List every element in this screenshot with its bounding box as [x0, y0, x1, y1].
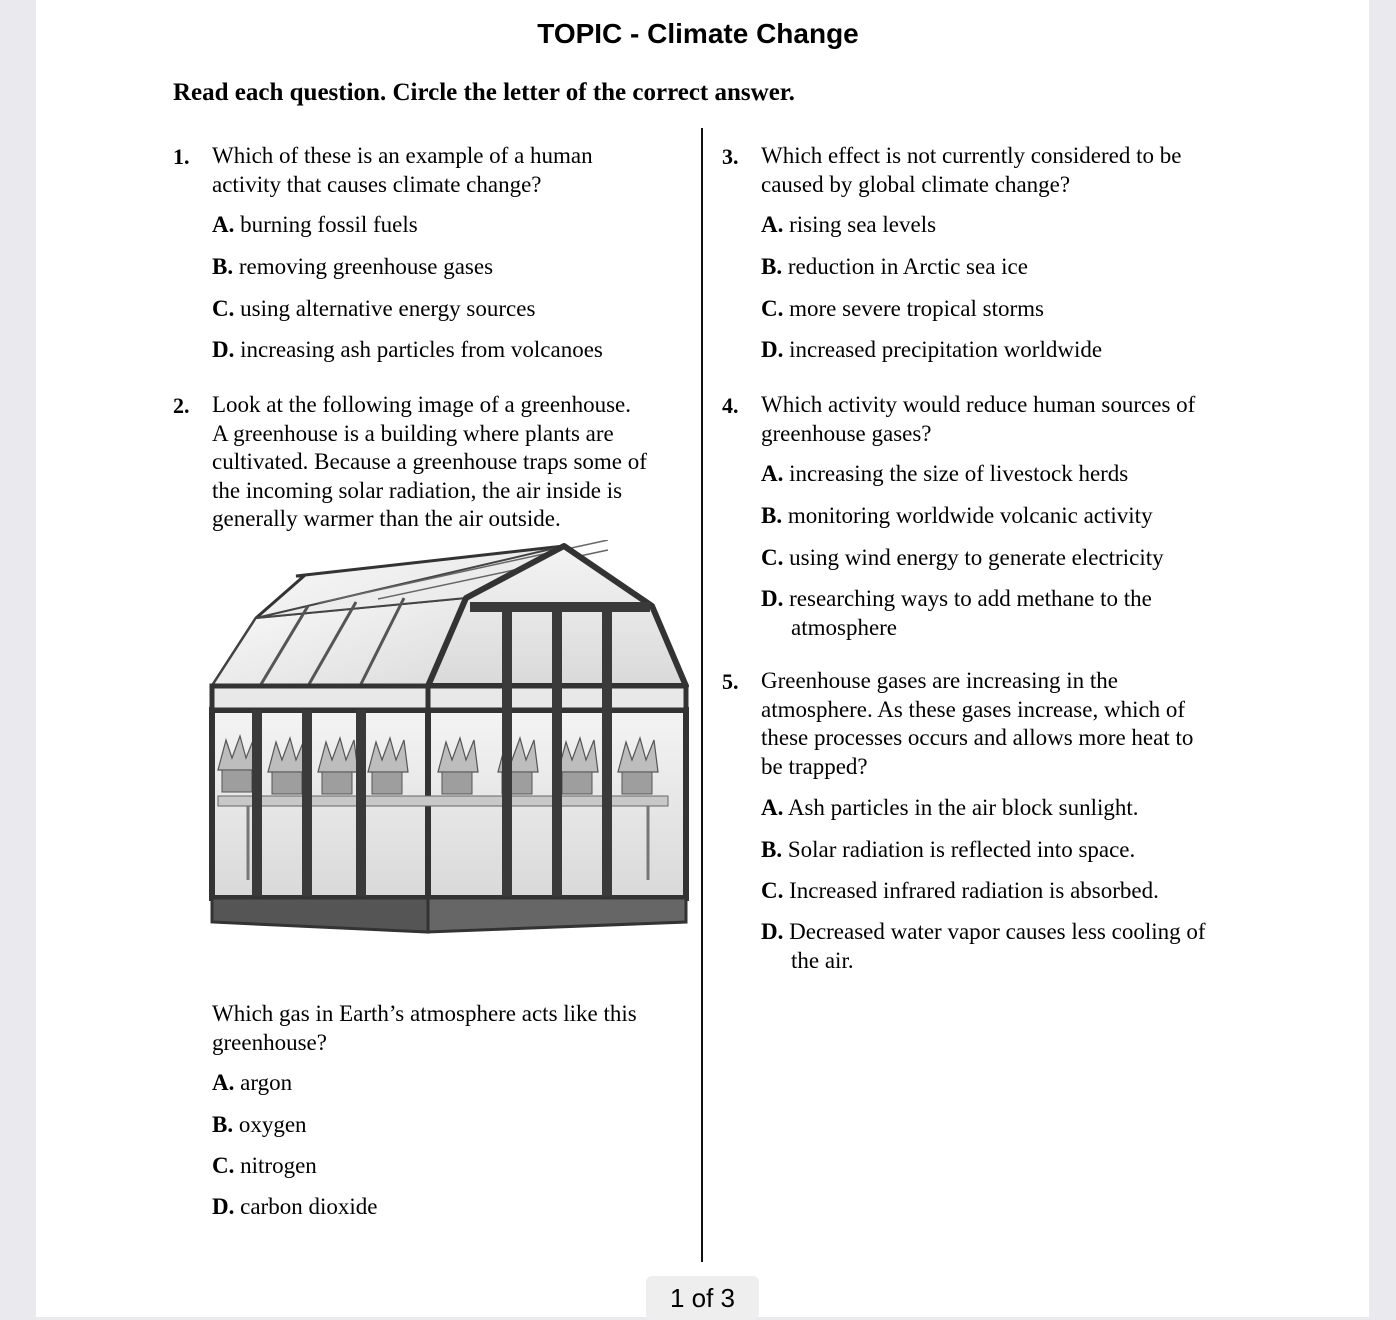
question-2-line: the incoming solar radiation, the air inside is [212, 477, 623, 503]
choice-text: Decreased water vapor causes less cooling of [789, 919, 1206, 944]
q2-choice-d[interactable] [212, 1193, 377, 1222]
choice-letter: C. [761, 296, 784, 321]
q1-choice-c[interactable] [212, 295, 535, 324]
question-2-line: Look at the following image of a greenhouse. [212, 392, 631, 417]
question-1-text [212, 142, 593, 199]
question-2-line: cultivated. Because a greenhouse traps some of [212, 449, 647, 474]
choice-letter: D. [761, 586, 784, 611]
choice-letter: A. [761, 461, 784, 486]
question-5-text [761, 667, 1193, 781]
page-indicator: 1 of 3 [646, 1276, 759, 1320]
greenhouse-illustration [208, 540, 692, 940]
question-1-line: Which of these is an example of a human [212, 143, 593, 168]
q5-choice-d[interactable] [761, 918, 1206, 975]
choice-text: increased precipitation worldwide [789, 337, 1103, 362]
choice-text: reduction in Arctic sea ice [787, 254, 1028, 279]
question-2-line: A greenhouse is a building where plants are [212, 420, 614, 446]
choice-text: using alternative energy sources [240, 296, 536, 321]
page-title: TOPIC - Climate Change [537, 18, 859, 49]
choice-letter: B. [761, 254, 783, 279]
choice-text: using wind energy to generate electricity [789, 545, 1164, 570]
question-1-number: 1. [173, 144, 190, 169]
question-2-followup-line: Which gas in Earth’s atmosphere acts like this [212, 1001, 637, 1026]
choice-text: nitrogen [240, 1153, 317, 1178]
choice-text: Solar radiation is reflected into space. [787, 837, 1136, 862]
choice-letter: B. [761, 503, 783, 528]
question-3-line: caused by global climate change? [761, 171, 1071, 197]
q5-choice-a[interactable] [761, 794, 1139, 823]
choice-letter: B. [761, 837, 783, 862]
question-1-line: activity that causes climate change? [212, 171, 542, 197]
q3-choice-c[interactable] [761, 295, 1044, 324]
choice-text: Increased infrared radiation is absorbed. [789, 878, 1159, 903]
question-2-followup [212, 1000, 637, 1057]
q4-choice-c[interactable] [761, 544, 1164, 573]
choice-text: argon [240, 1070, 293, 1095]
choice-letter: D. [212, 337, 235, 362]
choice-letter: A. [212, 212, 235, 237]
question-2-followup-line: greenhouse? [212, 1029, 327, 1055]
q3-choice-d[interactable] [761, 336, 1102, 365]
q3-choice-a[interactable] [761, 211, 936, 240]
choice-letter: B. [212, 254, 234, 279]
question-2-text [212, 391, 647, 534]
q3-choice-b[interactable] [761, 253, 1028, 282]
q2-choice-c[interactable] [212, 1152, 317, 1181]
q2-choice-b[interactable] [212, 1111, 307, 1140]
choice-letter: C. [212, 1153, 235, 1178]
q1-choice-a[interactable] [212, 211, 418, 240]
question-4-text [761, 391, 1195, 448]
question-3-text [761, 142, 1181, 199]
q2-choice-a[interactable] [212, 1069, 292, 1098]
q5-choice-c[interactable] [761, 877, 1159, 906]
question-4-line: greenhouse gases? [761, 420, 932, 446]
question-5-line: atmosphere. As these gases increase, which of [761, 696, 1186, 722]
question-5-line: these processes occurs and allows more heat to [761, 725, 1194, 750]
choice-text: oxygen [238, 1112, 307, 1137]
question-2-line: generally warmer than the air outside. [212, 506, 561, 531]
question-4-line: Which activity would reduce human sources of [761, 392, 1196, 417]
question-5-number: 5. [722, 669, 739, 694]
choice-letter: C. [761, 878, 784, 903]
column-divider [701, 128, 703, 1262]
choice-text: removing greenhouse gases [238, 254, 494, 279]
q1-choice-b[interactable] [212, 253, 493, 282]
question-2-number: 2. [173, 393, 190, 418]
q4-choice-b[interactable] [761, 502, 1153, 531]
choice-letter: D. [761, 919, 784, 944]
choice-letter: B. [212, 1112, 234, 1137]
choice-text: Ash particles in the air block sunlight. [787, 795, 1139, 820]
choice-letter: C. [761, 545, 784, 570]
question-4-number: 4. [722, 393, 739, 418]
choice-text: monitoring worldwide volcanic activity [787, 503, 1153, 528]
q1-choice-d[interactable] [212, 336, 603, 365]
instructions: Read each question. Circle the letter of the correct answer. [173, 79, 795, 106]
choice-text-continued: atmosphere [791, 614, 898, 640]
choice-text: rising sea levels [789, 212, 937, 237]
choice-text: increasing the size of livestock herds [789, 461, 1129, 486]
choice-letter: D. [761, 337, 784, 362]
choice-text: carbon dioxide [240, 1194, 378, 1219]
choice-letter: C. [212, 296, 235, 321]
q4-choice-a[interactable] [761, 460, 1128, 489]
choice-letter: D. [212, 1194, 235, 1219]
choice-text: more severe tropical storms [789, 296, 1044, 321]
choice-text: researching ways to add methane to the [789, 586, 1152, 611]
question-5-line: be trapped? [761, 753, 868, 779]
question-5-line: Greenhouse gases are increasing in the [761, 668, 1118, 693]
q4-choice-d[interactable] [761, 585, 1152, 642]
choice-text: burning fossil fuels [240, 212, 418, 237]
question-3-line: Which effect is not currently considered to be [761, 143, 1182, 168]
question-3-number: 3. [722, 144, 739, 169]
choice-text-continued: the air. [791, 947, 854, 973]
q5-choice-b[interactable] [761, 836, 1135, 865]
choice-text: increasing ash particles from volcanoes [240, 337, 603, 362]
choice-letter: A. [761, 212, 784, 237]
choice-letter: A. [212, 1070, 235, 1095]
choice-letter: A. [761, 795, 784, 820]
